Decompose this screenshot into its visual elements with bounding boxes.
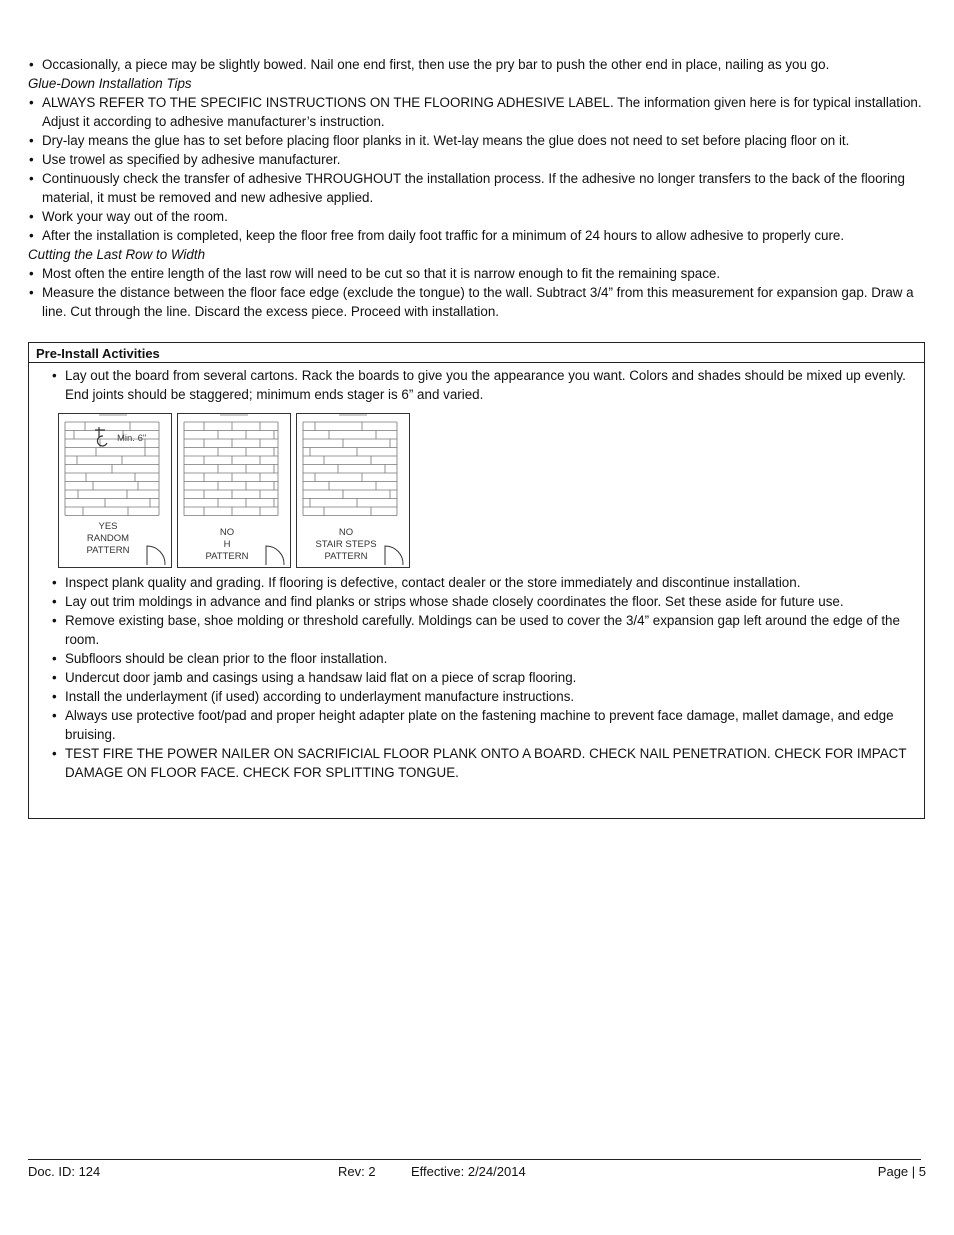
list-item: • Use trowel as specified by adhesive manufacturer. <box>28 150 926 169</box>
plank-rows <box>303 422 397 516</box>
list-item: • Inspect plank quality and grading. If flooring is defective, contact dealer or the store immediately and discontinue installation. <box>51 573 919 592</box>
glue-down-list <box>28 93 926 245</box>
cutting-list <box>28 264 926 321</box>
list-item: • Undercut door jamb and casings using a handsaw laid flat on a piece of scrap flooring. <box>51 668 919 687</box>
revision: Rev: 2 <box>338 1164 376 1179</box>
page-body <box>28 55 926 321</box>
figure-label: YES RANDOM PATTERN <box>86 521 130 556</box>
list-item: • Occasionally, a piece may be slightly bowed. Nail one end first, then use the pry bar to push the other end in place, nailing as you go. <box>28 55 926 74</box>
glue-down-heading: Glue-Down Installation Tips <box>28 76 192 91</box>
list-item: • Dry-lay means the glue has to set before placing floor planks in it. Wet-lay means the glue does not need to set before placing floor on it. <box>28 131 926 150</box>
page-number: Page | 5 <box>877 1164 926 1179</box>
list-item: • ALWAYS REFER TO THE SPECIFIC INSTRUCTIONS ON THE FLOORING ADHESIVE LABEL. The information given here is for typical installation. Adjust it according to adhesive manufacturer’s instruction. <box>28 93 926 131</box>
min-gap-annotation: Min. 6" <box>117 433 147 444</box>
cutting-heading: Cutting the Last Row to Width <box>28 247 206 262</box>
list-item: • Continuously check the transfer of adhesive THROUGHOUT the installation process. If the adhesive no longer transfers to the back of the flooring material, it must be removed and new adhesive applied. <box>28 169 926 207</box>
pre-install-list <box>51 573 919 782</box>
list-item: • After the installation is completed, keep the floor free from daily foot traffic for a minimum of 24 hours to allow adhesive to properly cure. <box>28 226 926 245</box>
list-item: • Measure the distance between the floor face edge (exclude the tongue) to the wall. Subtract 3/4” from this measurement for expansion gap. Draw a line. Cut through the line. Discard the excess piece. Proceed with installation. <box>28 283 926 321</box>
figure-h-pattern <box>177 413 291 568</box>
pattern-figures <box>58 413 410 568</box>
effective-date: Effective: 2/24/2014 <box>411 1164 526 1179</box>
list-item: • Work your way out of the room. <box>28 207 926 226</box>
pre-install-list-first <box>51 366 919 404</box>
list-item: • TEST FIRE THE POWER NAILER ON SACRIFICIAL FLOOR PLANK ONTO A BOARD. CHECK NAIL PENETRATION. CHECK FOR IMPACT DAMAGE ON FLOOR FACE. CHECK FOR SPLITTING TONGUE. <box>51 744 919 782</box>
list-item: • Remove existing base, shoe molding or threshold carefully. Moldings can be used to cover the 3/4” expansion gap left around the edge of the room. <box>51 611 919 649</box>
list-item: • Always use protective foot/pad and proper height adapter plate on the fastening machine to prevent face damage, mallet damage, and edge bruising. <box>51 706 919 744</box>
doc-id: Doc. ID: 124 <box>28 1164 101 1179</box>
plank-rows <box>184 422 278 516</box>
figure-random-pattern <box>58 413 172 568</box>
list-item: • Lay out trim moldings in advance and find planks or strips whose shade closely coordinates the floor. Set these aside for future use. <box>51 592 919 611</box>
figure-label: NO STAIR STEPS PATTERN <box>315 527 377 562</box>
measure-arrow-icon <box>95 427 107 446</box>
pre-install-table <box>28 342 925 819</box>
list-item: • Most often the entire length of the last row will need to be cut so that it is narrow enough to fit the remaining space. <box>28 264 926 283</box>
figure-stair-steps-pattern <box>296 413 410 568</box>
list-item: • Install the underlayment (if used) according to underlayment manufacture instructions. <box>51 687 919 706</box>
list-item: • Lay out the board from several cartons. Rack the boards to give you the appearance you want. Colors and shades should be mixed up evenly. End joints should be staggered; minimum ends stager is 6” and varied. <box>51 366 919 404</box>
page-footer <box>28 1159 926 1179</box>
pre-install-heading: Pre-Install Activities <box>29 343 924 363</box>
list-item: • Subfloors should be clean prior to the floor installation. <box>51 649 919 668</box>
figure-label: NO H PATTERN <box>205 527 249 562</box>
intro-list <box>28 55 926 74</box>
